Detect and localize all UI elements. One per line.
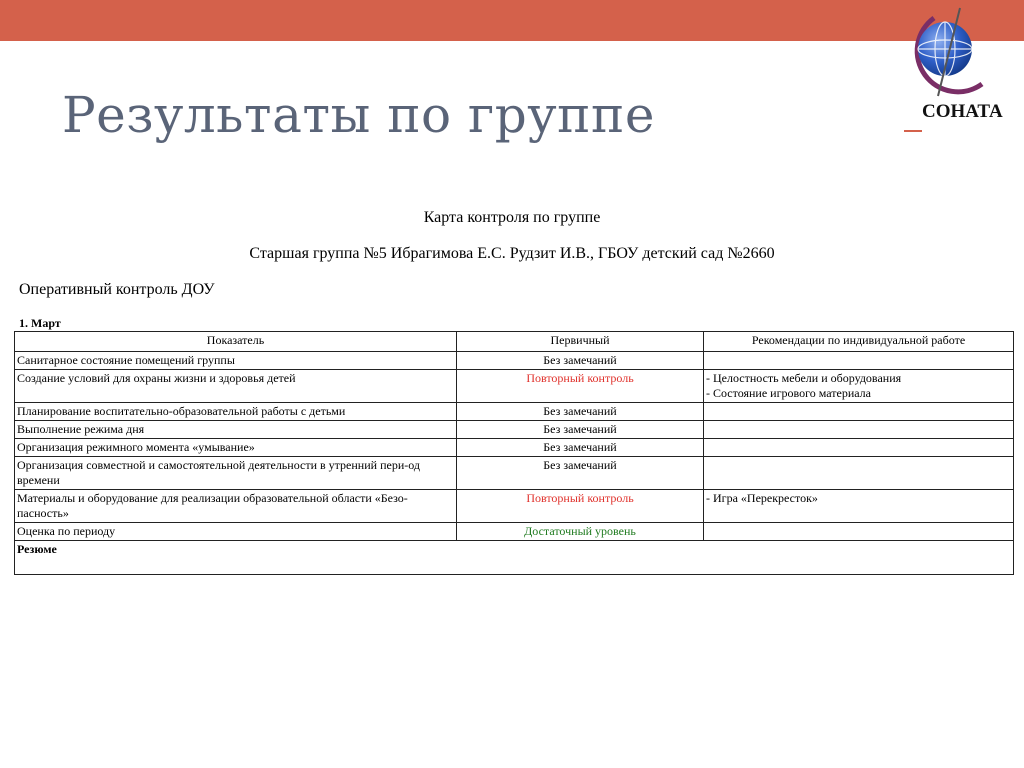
column-header: Показатель bbox=[15, 332, 457, 352]
control-table bbox=[14, 331, 1014, 575]
column-header: Первичный bbox=[457, 332, 704, 352]
resume-row bbox=[15, 541, 1014, 575]
primary-status-cell: Без замечаний bbox=[457, 421, 704, 439]
indicator-cell: Создание условий для охраны жизни и здоровья детей bbox=[15, 370, 457, 403]
primary-status-cell: Без замечаний bbox=[457, 457, 704, 490]
recommendations-cell bbox=[704, 523, 1014, 541]
primary-status-cell: Без замечаний bbox=[457, 439, 704, 457]
table-row bbox=[15, 439, 1014, 457]
document-title: Карта контроля по группе bbox=[423, 209, 601, 226]
table-header-row bbox=[15, 332, 1014, 352]
section-title: Оперативный контроль ДОУ bbox=[19, 281, 215, 298]
recommendations-cell bbox=[704, 421, 1014, 439]
indicator-cell: Организация совместной и самостоятельной деятельности в утренний пери-од времени bbox=[15, 457, 457, 490]
recommendations-cell bbox=[704, 403, 1014, 421]
resume-label: Резюме bbox=[15, 541, 1014, 575]
table-row bbox=[15, 352, 1014, 370]
month-title: 1. Март bbox=[19, 316, 61, 330]
recommendation-item: - Целостность мебели и оборудования bbox=[706, 371, 902, 385]
primary-status-cell: Повторный контроль bbox=[457, 370, 704, 403]
sonata-logo bbox=[900, 4, 1016, 134]
document-subtitle: Старшая группа №5 Ибрагимова Е.С. Рудзит И.В., ГБОУ детский сад №2660 bbox=[249, 245, 775, 262]
logo-text: СОНАТА bbox=[922, 101, 1003, 122]
recommendation-item: - Игра «Перекресток» bbox=[706, 491, 818, 505]
primary-status-cell: Без замечаний bbox=[457, 352, 704, 370]
indicator-cell: Санитарное состояние помещений группы bbox=[15, 352, 457, 370]
primary-status-cell: Достаточный уровень bbox=[457, 523, 704, 541]
indicator-cell: Планирование воспитательно-образовательной работы с детьми bbox=[15, 403, 457, 421]
table-body bbox=[15, 352, 1014, 541]
table-row bbox=[15, 457, 1014, 490]
column-header: Рекомендации по индивидуальной работе bbox=[704, 332, 1014, 352]
top-accent-bar bbox=[0, 0, 1024, 41]
table-row bbox=[15, 370, 1014, 403]
logo-accent-dash bbox=[904, 130, 922, 132]
indicator-cell: Материалы и оборудование для реализации образовательной области «Безо-пасность» bbox=[15, 490, 457, 523]
table-row bbox=[15, 490, 1014, 523]
table-row bbox=[15, 403, 1014, 421]
globe-icon bbox=[900, 4, 1016, 104]
slide-title: Результаты по группе bbox=[62, 86, 655, 144]
primary-status-cell: Без замечаний bbox=[457, 403, 704, 421]
recommendation-item: - Состояние игрового материала bbox=[706, 386, 871, 400]
indicator-cell: Оценка по периоду bbox=[15, 523, 457, 541]
recommendations-cell bbox=[704, 490, 1014, 523]
table-row bbox=[15, 523, 1014, 541]
primary-status-cell: Повторный контроль bbox=[457, 490, 704, 523]
indicator-cell: Организация режимного момента «умывание» bbox=[15, 439, 457, 457]
recommendations-cell bbox=[704, 457, 1014, 490]
table-row bbox=[15, 421, 1014, 439]
recommendations-cell bbox=[704, 370, 1014, 403]
recommendations-cell bbox=[704, 352, 1014, 370]
indicator-cell: Выполнение режима дня bbox=[15, 421, 457, 439]
recommendations-cell bbox=[704, 439, 1014, 457]
